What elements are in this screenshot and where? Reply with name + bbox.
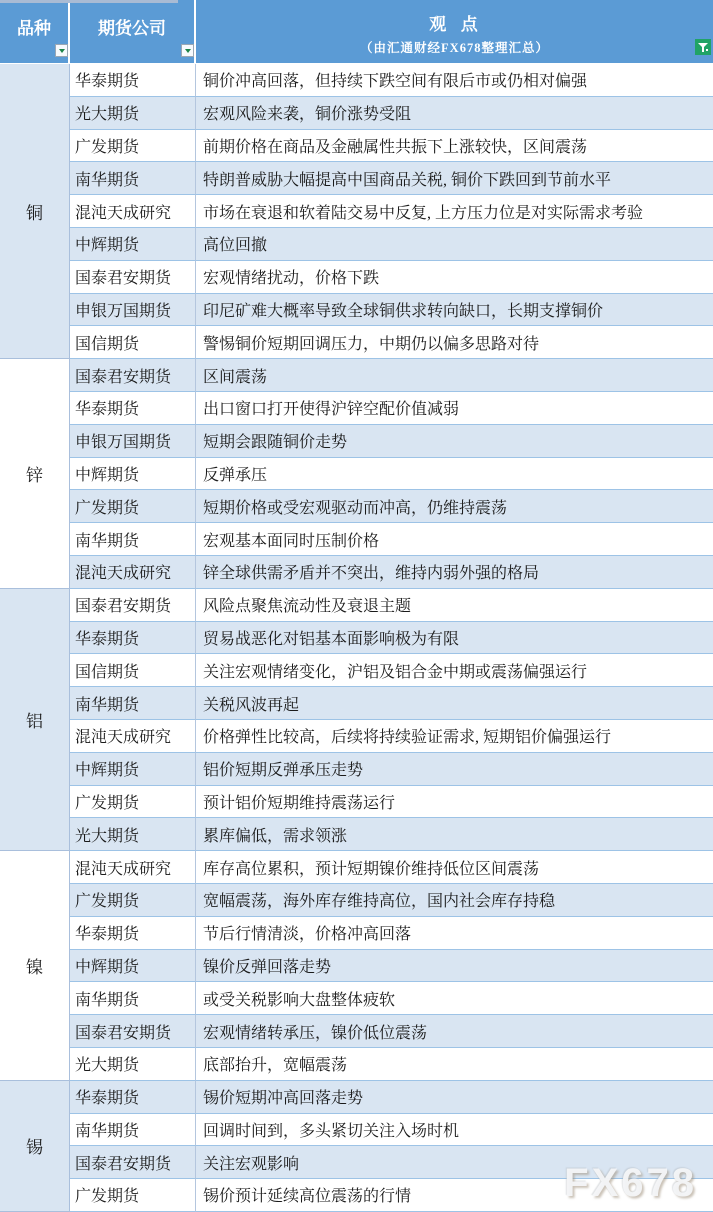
company-cell: 华泰期货 (70, 392, 196, 425)
view-cell: 短期会跟随铜价走势 (196, 425, 713, 458)
view-cell: 宏观情绪转承压，镍价低位震荡 (196, 1015, 713, 1048)
view-cell: 关注宏观情绪变化，沪铝及铝合金中期或震荡偏强运行 (196, 654, 713, 687)
variety-section (0, 851, 713, 1081)
table-row (70, 458, 713, 491)
company-cell: 申银万国期货 (70, 294, 196, 327)
company-cell: 混沌天成研究 (70, 556, 196, 589)
company-cell: 中辉期货 (70, 228, 196, 261)
company-cell: 广发期货 (70, 884, 196, 917)
company-cell: 中辉期货 (70, 753, 196, 786)
view-cell: 宽幅震荡，海外库存维持高位，国内社会库存持稳 (196, 884, 713, 917)
variety-filter-dropdown-button[interactable] (55, 44, 68, 57)
table-row (70, 195, 713, 228)
table-row (70, 523, 713, 556)
company-cell: 光大期货 (70, 818, 196, 851)
table-row (70, 982, 713, 1015)
company-cell: 南华期货 (70, 523, 196, 556)
table-row (70, 294, 713, 327)
view-cell: 锡价预计延续高位震荡的行情 (196, 1179, 713, 1212)
view-cell: 反弹承压 (196, 458, 713, 491)
variety-label: 铝 (0, 589, 70, 851)
company-cell: 华泰期货 (70, 917, 196, 950)
company-cell: 华泰期货 (70, 64, 196, 97)
header-view (196, 0, 713, 63)
view-cell: 出口窗口打开使得沪锌空配价值减弱 (196, 392, 713, 425)
view-cell: 印尼矿难大概率导致全球铜供求转向缺口，长期支撑铜价 (196, 294, 713, 327)
view-cell: 高位回撤 (196, 228, 713, 261)
view-cell: 镍价反弹回落走势 (196, 950, 713, 983)
section-rows (70, 589, 713, 851)
table-row (70, 556, 713, 589)
view-cell: 预计铝价短期维持震荡运行 (196, 786, 713, 819)
view-cell: 锡价短期冲高回落走势 (196, 1081, 713, 1114)
company-cell: 国泰君安期货 (70, 261, 196, 294)
view-cell: 累库偏低，需求领涨 (196, 818, 713, 851)
table-row (70, 261, 713, 294)
company-cell: 混沌天成研究 (70, 720, 196, 753)
table-row (70, 1048, 713, 1081)
variety-section (0, 359, 713, 589)
company-cell: 南华期货 (70, 687, 196, 720)
table-row (70, 720, 713, 753)
table-header (0, 0, 713, 64)
table-row (70, 425, 713, 458)
header-variety: 品种 (0, 0, 70, 63)
table-body (0, 64, 713, 1212)
table-row (70, 64, 713, 97)
view-cell: 风险点聚焦流动性及衰退主题 (196, 589, 713, 622)
table-row (70, 359, 713, 392)
table-row (70, 950, 713, 983)
view-cell: 特朗普威胁大幅提高中国商品关税, 铜价下跌回到节前水平 (196, 162, 713, 195)
table-row (70, 392, 713, 425)
company-cell: 国信期货 (70, 326, 196, 359)
table-row (70, 917, 713, 950)
view-cell: 市场在衰退和软着陆交易中反复, 上方压力位是对实际需求考验 (196, 195, 713, 228)
company-cell: 混沌天成研究 (70, 195, 196, 228)
company-cell: 国泰君安期货 (70, 1146, 196, 1179)
view-cell: 底部抬升，宽幅震荡 (196, 1048, 713, 1081)
table-row (70, 228, 713, 261)
view-cell: 回调时间到，多头紧切关注入场时机 (196, 1114, 713, 1147)
table-row (70, 622, 713, 655)
company-cell: 光大期货 (70, 1048, 196, 1081)
view-cell: 库存高位累积，预计短期镍价维持低位区间震荡 (196, 851, 713, 884)
header-view-title: 观 点 (429, 14, 480, 34)
company-cell: 广发期货 (70, 1179, 196, 1212)
watermark-text: FX678 (564, 1161, 697, 1205)
table-row (70, 884, 713, 917)
variety-label: 锡 (0, 1081, 70, 1212)
variety-section (0, 64, 713, 359)
table-row (70, 1146, 713, 1179)
view-cell: 宏观情绪扰动，价格下跌 (196, 261, 713, 294)
view-cell: 宏观基本面同时压制价格 (196, 523, 713, 556)
company-cell: 南华期货 (70, 982, 196, 1015)
view-cell: 铝价短期反弹承压走势 (196, 753, 713, 786)
view-cell: 区间震荡 (196, 359, 713, 392)
company-cell: 国泰君安期货 (70, 589, 196, 622)
company-cell: 华泰期货 (70, 1081, 196, 1114)
company-cell: 光大期货 (70, 97, 196, 130)
view-cell: 警惕铜价短期回调压力，中期仍以偏多思路对待 (196, 326, 713, 359)
header-view-subtitle: （由汇通财经FX678整理汇总） (360, 40, 549, 55)
section-rows (70, 359, 713, 589)
view-filter-funnel-button[interactable] (695, 39, 711, 55)
view-cell: 铜价冲高回落，但持续下跌空间有限后市或仍相对偏强 (196, 64, 713, 97)
view-cell: 价格弹性比较高，后续将持续验证需求, 短期铝价偏强运行 (196, 720, 713, 753)
view-cell: 贸易战恶化对铝基本面影响极为有限 (196, 622, 713, 655)
table-row (70, 818, 713, 851)
section-rows (70, 1081, 713, 1212)
table-row (70, 687, 713, 720)
dropdown-arrow-icon (59, 49, 65, 53)
view-cell: 节后行情清淡，价格冲高回落 (196, 917, 713, 950)
table-row (70, 851, 713, 884)
company-cell: 国泰君安期货 (70, 359, 196, 392)
table-row (70, 162, 713, 195)
company-cell: 广发期货 (70, 130, 196, 163)
view-cell: 或受关税影响大盘整体疲软 (196, 982, 713, 1015)
company-cell: 中辉期货 (70, 458, 196, 491)
table-row (70, 326, 713, 359)
variety-label: 镍 (0, 851, 70, 1081)
table-row (70, 1081, 713, 1114)
table-row (70, 1179, 713, 1212)
section-rows (70, 64, 713, 359)
table-row (70, 654, 713, 687)
view-cell: 锌全球供需矛盾并不突出，维持内弱外强的格局 (196, 556, 713, 589)
table-row (70, 1114, 713, 1147)
dropdown-arrow-icon (185, 49, 191, 53)
company-cell: 混沌天成研究 (70, 851, 196, 884)
section-rows (70, 851, 713, 1081)
company-cell: 华泰期货 (70, 622, 196, 655)
header-company: 期货公司 (70, 0, 196, 63)
view-cell: 宏观风险来袭，铜价涨势受阻 (196, 97, 713, 130)
company-cell: 南华期货 (70, 162, 196, 195)
company-cell: 中辉期货 (70, 950, 196, 983)
company-cell: 国泰君安期货 (70, 1015, 196, 1048)
table-row (70, 490, 713, 523)
view-cell: 关注宏观影响 (196, 1146, 713, 1179)
company-cell: 广发期货 (70, 786, 196, 819)
variety-section (0, 1081, 713, 1212)
company-cell: 广发期货 (70, 490, 196, 523)
funnel-filter-icon (698, 43, 708, 52)
table-row (70, 97, 713, 130)
view-cell: 短期价格或受宏观驱动而冲高，仍维持震荡 (196, 490, 713, 523)
table-row (70, 786, 713, 819)
table-row (70, 130, 713, 163)
view-cell: 关税风波再起 (196, 687, 713, 720)
top-edge-strip (0, 0, 178, 3)
variety-section (0, 589, 713, 851)
company-filter-dropdown-button[interactable] (181, 44, 194, 57)
table-row (70, 589, 713, 622)
company-cell: 南华期货 (70, 1114, 196, 1147)
variety-label: 锌 (0, 359, 70, 589)
view-cell: 前期价格在商品及金融属性共振下上涨较快，区间震荡 (196, 130, 713, 163)
table-row (70, 753, 713, 786)
table-row (70, 1015, 713, 1048)
variety-label: 铜 (0, 64, 70, 359)
company-cell: 国信期货 (70, 654, 196, 687)
company-cell: 申银万国期货 (70, 425, 196, 458)
